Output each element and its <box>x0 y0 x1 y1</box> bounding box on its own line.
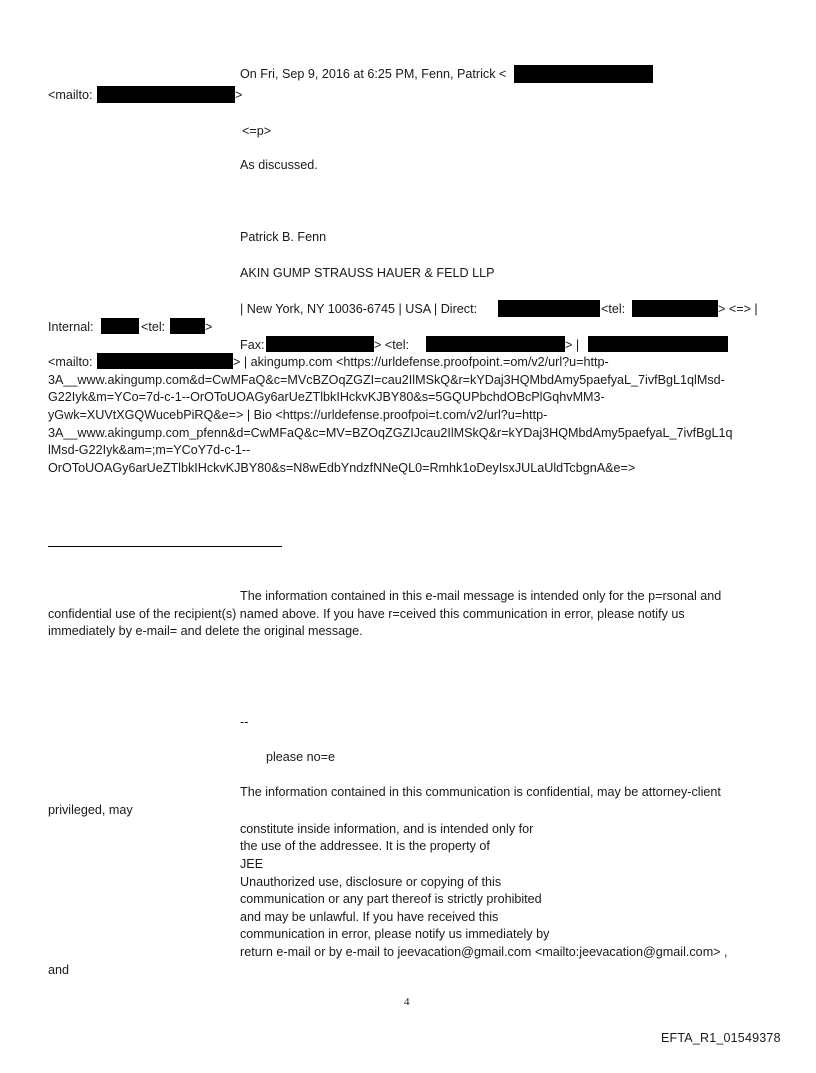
signature-mailto: <mailto: <box>48 355 93 369</box>
signature-fax-end: > | <box>565 338 580 352</box>
redaction-email <box>514 65 653 83</box>
signature-name: Patrick B. Fenn <box>240 230 327 244</box>
disclaimer-line: The information contained in this e-mail message is intended only for the p=rsonal and <box>240 589 722 603</box>
header-mailto: <mailto: <box>48 88 93 102</box>
divider-rule <box>48 546 282 547</box>
signature-fax-tel: > <tel: <box>374 338 410 352</box>
signature-internal-tel: <tel: <box>141 320 166 334</box>
footer-doc-id: EFTA_R1_01549378 <box>661 1031 781 1045</box>
conf-line: constitute inside information, and is intended only for <box>240 822 534 836</box>
conf-line: communication in error, please notify us immediately by <box>240 927 550 941</box>
redaction-mailto-b <box>97 353 233 369</box>
url-line: > | akingump.com <https://urldefense.proofpoint.=om/v2/url?u=http- <box>233 355 609 369</box>
conf-line: return e-mail or by e-mail to jeevacation@gmail.com <mailto:jeevacation@gmail.com> , <box>240 945 728 959</box>
conf-line: Unauthorized use, disclosure or copying of this <box>240 875 502 889</box>
as-discussed: As discussed. <box>240 158 318 172</box>
url-line: G22Iyk&m=YCo=7d-c-1--OrOToUOAGy6arUeZTlbkIHckvKJBY80&s=5GQUPbchdOBcPlGqhvMM3- <box>48 390 605 404</box>
redaction-direct-tel <box>632 300 718 317</box>
header-mailto-close: > <box>235 88 243 102</box>
conf-line: JEE <box>240 857 264 871</box>
signature-tel: <tel: <box>601 302 626 316</box>
disclaimer-line: confidential use of the recipient(s) named above. If you have r=ceived this communication in error, please notify us <box>48 607 685 621</box>
conf-line: The information contained in this communication is confidential, may be attorney-client <box>240 785 721 799</box>
signature-addr-end: > <=> | <box>718 302 758 316</box>
redaction-internal <box>101 318 139 334</box>
url-line: 3A__www.akingump.com_pfenn&d=CwMFaQ&c=MV=BZOqZGZIJcau2IlMSkQ&r=kYDaj3HQMbdAmy5paefyaL_7ivfBgL1q <box>48 426 733 440</box>
signature-firm: AKIN GUMP STRAUSS HAUER & FELD LLP <box>240 266 495 280</box>
conf-line: and may be unlawful. If you have received this <box>240 910 499 924</box>
url-line: lMsd-G22Iyk&am=;m=YCoY7d-c-1-- <box>48 443 251 457</box>
conf-and: and <box>48 963 70 977</box>
conf-line: communication or any part thereof is strictly prohibited <box>240 892 542 906</box>
redaction-fax-tel <box>426 336 565 352</box>
redaction-fax-email <box>588 336 728 352</box>
url-line: yGwk=XUVtXGQWucebPiRQ&e=> | Bio <https://urldefense.proofpoi=t.com/v2/url?u=http- <box>48 408 548 422</box>
conf-line: privileged, may <box>48 803 133 817</box>
signature-internal: Internal: <box>48 320 94 334</box>
conf-line: the use of the addressee. It is the property of <box>240 839 490 853</box>
signature-internal-close: > <box>205 320 213 334</box>
p-tag: <=p> <box>242 124 272 138</box>
url-line: 3A__www.akingump.com&d=CwMFaQ&c=MVcBZOqZGZI=cau2IlMSkQ&r=kYDaj3HQMbdAmy5paefyaL_7ivfBgL1qlMsd- <box>48 373 725 387</box>
signature-fax: Fax: <box>240 338 265 352</box>
please-note: please no=e <box>266 750 335 764</box>
redaction-fax <box>266 336 374 352</box>
url-line: OrOToUOAGy6arUeZTlbkIHckvKJBY80&s=N8wEdbYndzfNNeQL0=Rmhk1oDeyIsxJULaUldTcbgnA&e=> <box>48 461 636 475</box>
disclaimer-line: immediately by e-mail= and delete the original message. <box>48 624 363 638</box>
redaction-direct <box>498 300 600 317</box>
redaction-mailto <box>97 86 235 103</box>
signature-address: | New York, NY 10036-6745 | USA | Direct: <box>240 302 478 316</box>
redaction-internal-tel <box>170 318 205 334</box>
header-date-line: On Fri, Sep 9, 2016 at 6:25 PM, Fenn, Patrick < <box>240 67 507 81</box>
dash-separator: -- <box>240 715 249 729</box>
page-number: 4 <box>404 996 410 1008</box>
